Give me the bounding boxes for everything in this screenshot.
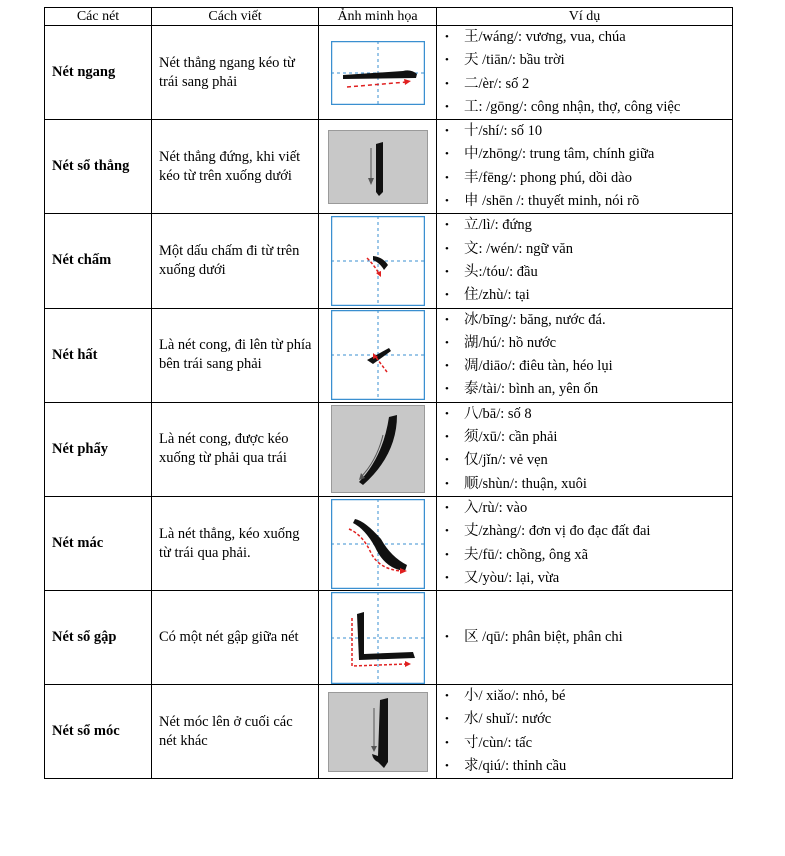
table-row xyxy=(45,496,733,590)
stroke-name: Nét sổ móc xyxy=(45,685,152,779)
stroke-description: Một dấu chấm đi từ trên xuống dưới xyxy=(152,214,319,308)
header-stroke: Các nét xyxy=(45,8,152,26)
list-item: • 泰/tài/: bình an, yên ổn xyxy=(444,378,732,401)
vertical-hook-stroke-illustration xyxy=(328,692,428,772)
table-header-row xyxy=(45,8,733,26)
list-item: • 八/bā/: số 8 xyxy=(444,403,732,426)
list-item: • 水/ shuǐ/: nước xyxy=(444,708,732,731)
list-item: • 住/zhù/: tại xyxy=(444,284,732,307)
stroke-description: Nét thẳng ngang kéo từ trái sang phải xyxy=(152,26,319,120)
header-method: Cách viết xyxy=(152,8,319,26)
stroke-name: Nét ngang xyxy=(45,26,152,120)
list-item: • 头:/tóu/: đầu xyxy=(444,261,732,284)
list-item: • 凋/diāo/: điêu tàn, héo lụi xyxy=(444,355,732,378)
list-item: • 求/qiú/: thỉnh cầu xyxy=(444,755,732,778)
examples-list xyxy=(444,403,732,496)
list-item: • 十/shí/: số 10 xyxy=(444,120,732,143)
list-item: • 寸/cùn/: tấc xyxy=(444,732,732,755)
vertical-stroke-illustration xyxy=(328,130,428,204)
table-row xyxy=(45,685,733,779)
list-item: • 文: /wén/: ngữ văn xyxy=(444,238,732,261)
list-item: • 工: /gōng/: công nhận, thợ, công việc xyxy=(444,96,732,119)
table-row xyxy=(45,26,733,120)
stroke-description: Là nét cong, được kéo xuống từ phải qua trái xyxy=(152,402,319,496)
list-item: • 丰/fēng/: phong phú, dồi dào xyxy=(444,167,732,190)
examples-list xyxy=(444,26,732,119)
list-item: • 须/xū/: cần phải xyxy=(444,426,732,449)
horizontal-stroke-illustration xyxy=(331,41,425,105)
strokes-table xyxy=(44,7,733,779)
table-row xyxy=(45,120,733,214)
table-row xyxy=(45,214,733,308)
stroke-description: Nét thẳng đứng, khi viết kéo từ trên xuống dưới xyxy=(152,120,319,214)
header-examples: Ví dụ xyxy=(437,8,733,26)
table-row xyxy=(45,308,733,402)
list-item: • 入/rù/: vào xyxy=(444,497,732,520)
list-item: • 仅/jǐn/: vẻ vẹn xyxy=(444,449,732,472)
falling-left-stroke-illustration xyxy=(331,405,425,493)
examples-list xyxy=(444,309,732,402)
stroke-name: Nét sổ thẳng xyxy=(45,120,152,214)
stroke-name: Nét mác xyxy=(45,496,152,590)
examples-list xyxy=(444,626,732,649)
list-item: • 顺/shùn/: thuận, xuôi xyxy=(444,473,732,496)
stroke-name: Nét hất xyxy=(45,308,152,402)
list-item: • 中/zhōng/: trung tâm, chính giữa xyxy=(444,143,732,166)
stroke-description: Có một nét gập giữa nét xyxy=(152,591,319,685)
list-item: • 丈/zhàng/: đơn vị đo đạc đất đai xyxy=(444,520,732,543)
stroke-name: Nét chấm xyxy=(45,214,152,308)
list-item: • 立/lì/: đứng xyxy=(444,214,732,237)
stroke-description: Là nét thẳng, kéo xuống từ trái qua phải. xyxy=(152,496,319,590)
examples-list xyxy=(444,120,732,213)
falling-right-stroke-illustration xyxy=(331,499,425,589)
stroke-name: Nét sổ gập xyxy=(45,591,152,685)
examples-list xyxy=(444,497,732,590)
list-item: • 小/ xiǎo/: nhỏ, bé xyxy=(444,685,732,708)
examples-list xyxy=(444,685,732,778)
list-item: • 冰/bīng/: băng, nước đá. xyxy=(444,309,732,332)
header-illustration: Ảnh minh họa xyxy=(319,8,437,26)
rising-stroke-illustration xyxy=(331,310,425,400)
stroke-description: Nét móc lên ở cuối các nét khác xyxy=(152,685,319,779)
table-row xyxy=(45,591,733,685)
list-item: • 夫/fū/: chồng, ông xã xyxy=(444,544,732,567)
list-item: • 二/èr/: số 2 xyxy=(444,73,732,96)
stroke-description: Là nét cong, đi lên từ phía bên trái sang phải xyxy=(152,308,319,402)
list-item: • 区 /qū/: phân biệt, phân chi xyxy=(444,626,732,649)
list-item: • 天 /tiān/: bầu trời xyxy=(444,49,732,72)
table-row xyxy=(45,402,733,496)
vertical-bend-stroke-illustration xyxy=(331,592,425,684)
list-item: • 申 /shēn /: thuyết minh, nói rõ xyxy=(444,190,732,213)
list-item: • 湖/hú/: hồ nước xyxy=(444,332,732,355)
dot-stroke-illustration xyxy=(331,216,425,306)
list-item: • 王/wáng/: vương, vua, chúa xyxy=(444,26,732,49)
examples-list xyxy=(444,214,732,307)
list-item: • 又/yòu/: lại, vừa xyxy=(444,567,732,590)
stroke-name: Nét phẩy xyxy=(45,402,152,496)
